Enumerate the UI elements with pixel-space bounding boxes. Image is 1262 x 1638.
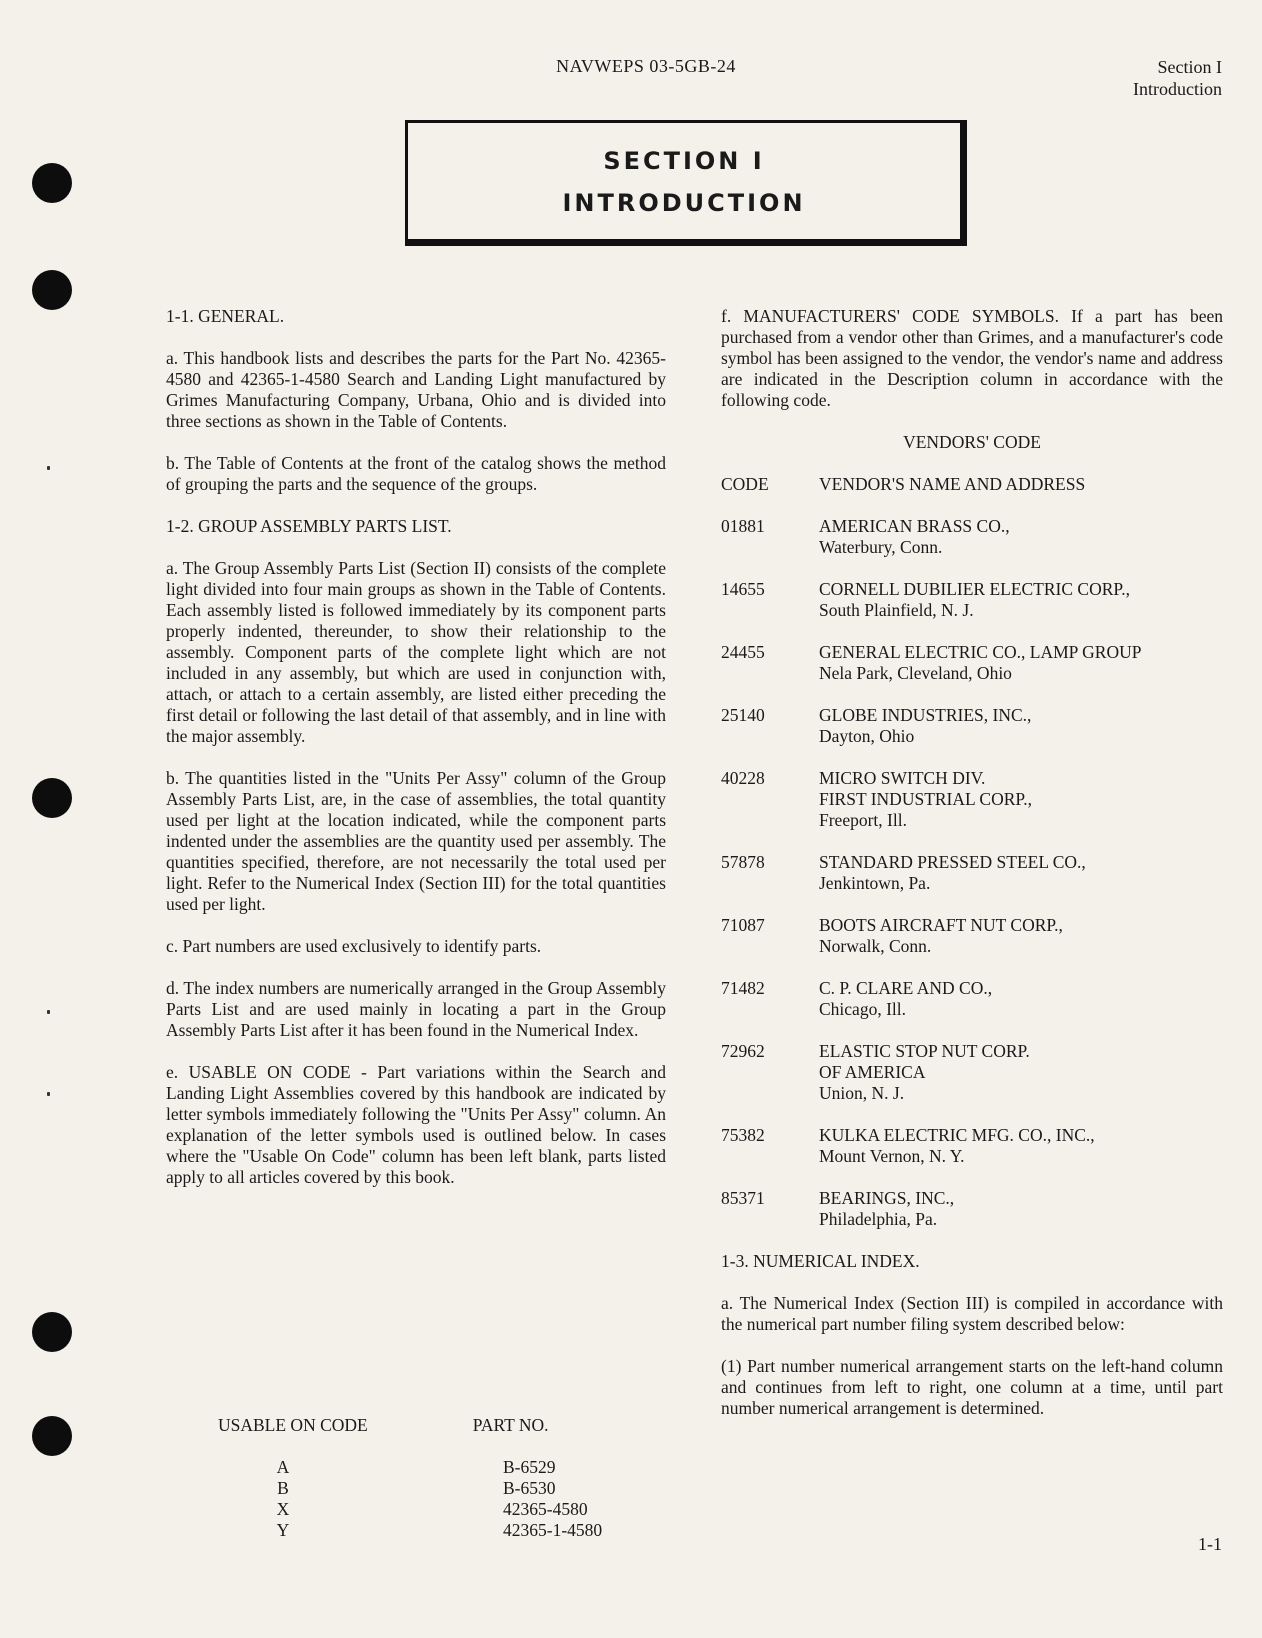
- vendor-code: 71482: [721, 978, 765, 998]
- vendor-row: [721, 1188, 1223, 1230]
- vendor-details: [819, 1188, 1223, 1230]
- vendor-row: [721, 579, 1223, 621]
- paragraph-mfr-codes: f. MANUFACTURERS' CODE SYMBOLS. If a part has been purchased from a vendor other than Grimes, and a manufacturer's code symbol has been assigned to the vendor, the vendor's name and address are indicated in the Description column in accordance with the following code.: [721, 306, 1223, 410]
- vendor-code: 24455: [721, 642, 765, 662]
- speck: [47, 466, 50, 470]
- vendor-code: 85371: [721, 1188, 765, 1208]
- vendor-name: AMERICAN BRASS CO.,: [819, 516, 1010, 536]
- vendor-address: Chicago, Ill.: [819, 999, 906, 1019]
- vendor-row: [721, 516, 1223, 558]
- vendor-code: 40228: [721, 768, 765, 788]
- vendor-name: KULKA ELECTRIC MFG. CO., INC.,: [819, 1125, 1095, 1145]
- vendor-row: [721, 978, 1223, 1020]
- usable-code: A: [276, 1457, 290, 1477]
- paragraph-gapl-a: a. The Group Assembly Parts List (Section II) consists of the complete light divided into four main groups as shown in the Table of Contents. Each assembly listed is followed immediately by its component parts properly indented, thereunder, to show their relationship to the assembly. Component parts of the complete light which are not included in any assembly, but which are used in conjunction with, attach, or attach to a certain assembly, are listed either preceding the first detail or following the last detail of that assembly, and in line with the major assembly.: [166, 558, 666, 746]
- vendor-details: [819, 915, 1223, 957]
- vendor-name: OF AMERICA: [819, 1062, 926, 1082]
- vendor-name: GENERAL ELECTRIC CO., LAMP GROUP: [819, 642, 1142, 662]
- vendor-details: [819, 1041, 1223, 1104]
- vendor-code: 57878: [721, 852, 765, 872]
- binder-hole: [32, 778, 72, 818]
- code-column-header: CODE: [721, 474, 769, 494]
- usable-row: [218, 1520, 658, 1541]
- vendor-details: [819, 1125, 1223, 1167]
- left-column: [166, 306, 666, 1188]
- vendor-row: [721, 1125, 1223, 1167]
- section-title-line1: SECTION I: [603, 147, 765, 175]
- vendor-name: GLOBE INDUSTRIES, INC.,: [819, 705, 1032, 725]
- paragraph-general-b: b. The Table of Contents at the front of the catalog shows the method of grouping the parts and the sequence of the groups.: [166, 453, 666, 494]
- vendor-name: FIRST INDUSTRIAL CORP.,: [819, 789, 1032, 809]
- binder-hole: [32, 270, 72, 310]
- vendor-code: 14655: [721, 579, 765, 599]
- vendor-row: [721, 768, 1223, 831]
- paragraph-gapl-b: b. The quantities listed in the "Units Per Assy" column of the Group Assembly Parts List, are, in the case of assemblies, the total quantity used per light at the location indicated, while the component parts indented under the assemblies are the quantity used per assembly. The quantities specified, therefore, are not necessarily the total used per light. Refer to the Numerical Index (Section III) for the total quantities used per light.: [166, 768, 666, 914]
- vendor-name: BEARINGS, INC.,: [819, 1188, 955, 1208]
- vendor-row: [721, 852, 1223, 894]
- vendor-details: [819, 516, 1223, 558]
- section-label: Section I: [1157, 57, 1222, 77]
- usable-on-code-table: [218, 1415, 658, 1541]
- vendor-address: Dayton, Ohio: [819, 726, 915, 746]
- document-number: NAVWEPS 03-5GB-24: [556, 56, 736, 76]
- usable-part: B-6530: [503, 1478, 556, 1498]
- vendor-address: Freeport, Ill.: [819, 810, 907, 830]
- section-title-box: [405, 120, 967, 246]
- paragraph-gapl-d: d. The index numbers are numerically arranged in the Group Assembly Parts List and are used mainly in locating a part in the Group Assembly Parts List after it has been found in the Numerical Index.: [166, 978, 666, 1040]
- binder-hole: [32, 1312, 72, 1352]
- vendor-code: 72962: [721, 1041, 765, 1061]
- vendor-code: 01881: [721, 516, 765, 536]
- vendor-address: Philadelphia, Pa.: [819, 1209, 938, 1229]
- usable-code: X: [276, 1499, 290, 1519]
- vendor-row: [721, 1041, 1223, 1104]
- vendor-details: [819, 579, 1223, 621]
- vendor-details: [819, 705, 1223, 747]
- paragraph-numerical-a: a. The Numerical Index (Section III) is compiled in accordance with the numerical part number filing system described below:: [721, 1293, 1223, 1334]
- heading-group-assembly: 1-2. GROUP ASSEMBLY PARTS LIST.: [166, 516, 452, 536]
- page-number: 1-1: [1198, 1534, 1222, 1554]
- vendor-address: Norwalk, Conn.: [819, 936, 932, 956]
- vendor-code: 71087: [721, 915, 765, 935]
- section-header: [1133, 56, 1222, 100]
- paragraph-gapl-e: e. USABLE ON CODE - Part variations within the Search and Landing Light Assemblies covered by this handbook are indicated by letter symbols immediately following the "Units Per Assy" column. An explanation of the letter symbols used is outlined below. In cases where the "Usable On Code" column has been left blank, parts listed apply to all articles covered by this book.: [166, 1062, 666, 1187]
- vendor-address: Nela Park, Cleveland, Ohio: [819, 663, 1012, 683]
- section-title-line2: INTRODUCTION: [562, 189, 806, 217]
- vendor-name: STANDARD PRESSED STEEL CO.,: [819, 852, 1086, 872]
- heading-numerical-index: 1-3. NUMERICAL INDEX.: [721, 1251, 920, 1271]
- binder-hole: [32, 163, 72, 203]
- speck: [47, 1010, 50, 1014]
- vendor-name: MICRO SWITCH DIV.: [819, 768, 986, 788]
- vendor-address: Mount Vernon, N. Y.: [819, 1146, 965, 1166]
- vendor-details: [819, 852, 1223, 894]
- binder-hole: [32, 1416, 72, 1456]
- vendor-address: South Plainfield, N. J.: [819, 600, 974, 620]
- usable-code: B: [277, 1478, 289, 1498]
- paragraph-gapl-c: c. Part numbers are used exclusively to identify parts.: [166, 936, 542, 956]
- vendor-name: ELASTIC STOP NUT CORP.: [819, 1041, 1030, 1061]
- usable-code-header: USABLE ON CODE: [218, 1415, 368, 1435]
- vendor-address: Waterbury, Conn.: [819, 537, 943, 557]
- heading-general: 1-1. GENERAL.: [166, 306, 285, 326]
- vendor-name: BOOTS AIRCRAFT NUT CORP.,: [819, 915, 1063, 935]
- vendors-code-title: VENDORS' CODE: [903, 432, 1041, 452]
- part-no-header: PART NO.: [472, 1415, 549, 1435]
- vendors-table-header: [721, 474, 1223, 495]
- usable-part: 42365-4580: [503, 1499, 588, 1519]
- vendor-name: CORNELL DUBILIER ELECTRIC CORP.,: [819, 579, 1130, 599]
- speck: [47, 1092, 50, 1096]
- usable-row: [218, 1478, 658, 1499]
- vendor-row: [721, 705, 1223, 747]
- vendor-address: Jenkintown, Pa.: [819, 873, 931, 893]
- section-title-label: Introduction: [1133, 79, 1222, 99]
- vendor-list: [721, 495, 1223, 1230]
- vendor-code: 25140: [721, 705, 765, 725]
- vendor-row: [721, 915, 1223, 957]
- usable-table-header: [218, 1415, 658, 1436]
- vendor-code: 75382: [721, 1125, 765, 1145]
- vendor-details: [819, 768, 1223, 831]
- usable-code: Y: [276, 1520, 290, 1540]
- usable-part: B-6529: [503, 1457, 556, 1477]
- vendor-row: [721, 642, 1223, 684]
- paragraph-numerical-1: (1) Part number numerical arrangement starts on the left-hand column and continues from left to right, one column at a time, until part number numerical arrangement is determined.: [721, 1356, 1223, 1418]
- vendor-address: Union, N. J.: [819, 1083, 905, 1103]
- usable-row: [218, 1457, 658, 1478]
- usable-part: 42365-1-4580: [503, 1520, 603, 1540]
- paragraph-general-a: a. This handbook lists and describes the parts for the Part No. 42365-4580 and 42365-1-4580 Search and Landing Light manufactured by Grimes Manufacturing Company, Urbana, Ohio and is divided into three sections as shown in the Table of Contents.: [166, 348, 666, 431]
- vendor-details: [819, 978, 1223, 1020]
- usable-row: [218, 1499, 658, 1520]
- vendor-details: [819, 642, 1223, 684]
- vendor-name: C. P. CLARE AND CO.,: [819, 978, 993, 998]
- vendor-column-header: VENDOR'S NAME AND ADDRESS: [819, 474, 1086, 494]
- right-column: [721, 306, 1223, 1419]
